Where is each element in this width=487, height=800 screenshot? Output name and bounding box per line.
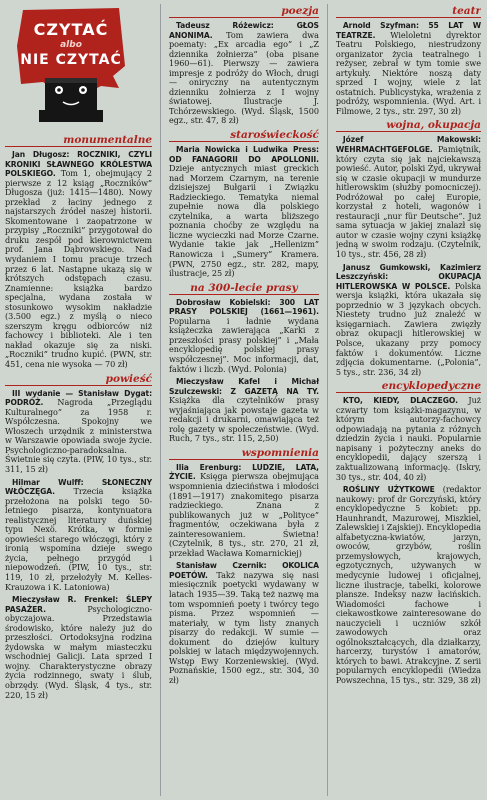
article	[169, 298, 319, 374]
article	[336, 21, 481, 116]
section-heading: wojna, okupacja	[336, 119, 481, 132]
article-title: Tadeusz Różewicz: GŁOS ANONIMA.	[169, 21, 319, 40]
section-heading: teatr	[336, 5, 481, 18]
article-title: KTO, KIEDY, DLACZEGO.	[342, 396, 458, 406]
section-heading: poezja	[169, 5, 319, 18]
article-body: Polska wersja książki, która ukazała się poprzednio w 3 językach obcych. Niestety trudno już znaleźć w księgarniach. Zawiera zwięzły obraz okupacji hitlerowskiej w Polsce, ukazany przy pomocy faktów i dokumentów. Liczne zdjęcia dokumentarne. („Polonia”, 5 tys., str. 236, 34 zł)	[335, 280, 481, 377]
article-body: Księga pierwsza obejmująca wspomnienia dzieciństwa i młodości (1891—1917) znakomitego pisarza radzieckiego. Znana z publikowanych już w „Polityce” fragmentów, oczekiwana była z zainteresowaniem. Świetna! (Czytelnik, 8 tys., str. 270, 21 zł, przekład Wacława Komarnickiej)	[169, 471, 319, 558]
article-title: Hilmar Wulff: SŁONECZNY WŁÓCZĘGA.	[5, 477, 153, 497]
article	[5, 150, 152, 370]
column-divider	[160, 4, 161, 796]
article-title: III wydanie — Stanisław Dygat: PODRÓŻ.	[5, 388, 153, 408]
article-title: Maria Nowicka i Ludwika Press: OD FANAGORII DO APOLLONII.	[169, 145, 319, 164]
article-title: ROŚLINY UŻYTKOWE	[342, 485, 435, 495]
article-body: Książka dla czytelników prasy wyjaśniająca jak powstaje gazeta w redakcji i drukarni, omawiająca też rolę gazety w społeczeństwie. (Wyd. Ruch, 7 tys., str. 115, 2,50)	[169, 395, 319, 444]
column-middle	[169, 4, 319, 796]
column-right	[336, 4, 481, 796]
article-title: Janusz Gumkowski, Kazimierz Leszczyński: OKUPACJA HITLEROWSKA W POLSCE.	[335, 262, 481, 291]
article-body: Takż nazywa się nasi miesięcznik poetycki wydawany w latach 1935—39. Taką też nazwę ma tom wspomnień poety i twórcy tego pisma. Przez wspomnień — materiały, w tym listy znanych pisarzy do redakcji. W sumie — dokument do dziejów kultury polskiej w latach międzywojennych. Wstęp Ewy Korzeniewskiej. (Wyd. Poznańskie, 1500 egz., str. 304, 30 zł)	[169, 569, 319, 685]
article-title: Dobrosław Kobielski: 300 LAT PRASY POLSKIEJ (1661—1961).	[169, 297, 319, 317]
article-title: Jan Długosz: ROCZNIKI, CZYLI KRONIKI SŁAWNEGO KRÓLESTWA POLSKIEGO.	[5, 150, 153, 179]
article	[169, 561, 319, 685]
article	[5, 389, 152, 475]
article	[169, 463, 319, 558]
article	[5, 478, 152, 593]
article-title: Mieczysław Kafel i Michał Szulczewski: Z GAZETĄ NA TY.	[169, 377, 319, 396]
article	[336, 396, 481, 482]
section-heading: powieść	[5, 373, 152, 386]
article-title: Ilia Erenburg: LUDZIE, LATA, ŻYCIE.	[169, 462, 319, 482]
article	[5, 595, 152, 700]
article-body: Popularna i ładnie wydana książeczka zawierająca „Karki z przeszłości prasy polskiej” i „Mała encyklopedię polskiej prasy współczesnej”. Moc informacji, dat, faktów i liczb. (Wyd. Polonia)	[169, 315, 319, 374]
article-body: Wieloletni dyrektor Teatru Polskiego, niestrudzony organizator życia teatralnego i reżyser, zebrał w tym tomie swe artykuły. Niektóre noszą daty sprzed I wojny, wiele z lat ostatnich. Publicystyka, wrażenia z podróży, wspomnienia. (Wyd. Art. i Filmowe, 2 tys., str. 297, 30 zł)	[335, 29, 481, 116]
article-body: Psychologiczno-obyczajowa. Przedstawia środowisko, które należy już do przeszłości. Ortodoksyjna rodzina żydowska w małym miasteczku wschodniej Galicji. Lata sprzed I wojny. Charakterystyczne obrazy życia rodzinnego, swaty i ślub, obrzędy. (Wyd. Śląsk, 4 tys., str. 220, 15 zł)	[5, 603, 153, 700]
article-body: Pamiętnik, który czyta się jak najciekawszą powieść. Autor, polski Żyd, ukrywał się w czasie okupacji w mundurze hitlerowskim (służby pomocniczej). Podróżował po całej Europie, korzystał z hoteli, wagonów i restauracji „nur für Deutsche”. Już sama sytuacja w jakiej znalazł się autor w czasie wojny czyni książkę jedną w swoim rodzaju. (Czytelnik, 10 tys., str. 456, 28 zł)	[335, 144, 481, 260]
section-heading: na 300-lecie prasy	[169, 282, 319, 295]
article	[336, 135, 481, 259]
section-heading: monumentalne	[5, 134, 152, 147]
logo	[15, 6, 127, 130]
column-divider	[327, 4, 328, 796]
article	[169, 21, 319, 126]
article-title: Mieczysław R. Frenkel: ŚLEPY PASAŻER.	[5, 595, 153, 614]
article-body: Tom 1, obejmujący 2 pierwsze z 12 ksiąg „Roczników” Długosza (już: 1415—1480). Nowy przekład z łaciny jednego z najstarszych źródeł naszej historii. Skomentowane i zaopatrzone w przypisy „Roczniki” przygotował do druku zespół pod kierownictwem prof. Jana Dąbrowskiego. Nad wydaniem I tomu pracuje trzech przez 6 lat. Nastąpne ukazą się w krótszych odstępach czasu. Znamienne: książka bardzo specjalna, wydana została w stosunkowo wysokim nakładzie (3.500 egz.) z myślą o nieco szerszym kręgu odbiorców niż fachowcy i biblioteki. Ale i ten nakład okazuje się za niski. „Roczniki” trudno kupić. (PWN, str. 451, cena nie wysoka — 70 zł)	[5, 168, 153, 370]
article-body: Tom zawiera dwa poematy: „Ex arcadia ego” i „Z dziennika żołnierza” (oba pisane 1960—61). Pierwszy — zawiera impresje z podróży do Włoch, drugi — oniryczny na autentycznym dzienniku żołnierza z I wojny światowej. Ilustracje J. Tchórzewskiego. (Wyd. Śląsk, 1500 egz., str. 47, 8 zł)	[169, 29, 319, 126]
article	[336, 485, 481, 685]
article	[169, 377, 319, 444]
article-body: Dzieje antycznych miast greckich nad Morzem Czarnym, na terenie dzisiejszej Bułgarii i Związku Radzieckiego. Tematyka niemal zupełnie nowa dla polskiego czytelnika, a warta bliższego poznania choćby ze względu na liczne wycieczki nad Morze Czarne. Wydanie takie jak „Hellenizm” Ranowicza i „Sumery” Kramera. (PWN, 2750 egz., str. 282, mapy, ilustracje, 25 zł)	[169, 163, 319, 279]
section-heading: wspomnienia	[169, 447, 319, 460]
logo-line-1: CZYTAĆ	[33, 20, 109, 39]
article-title: Arnold Szyfman: 55 LAT W TEATRZE.	[335, 21, 481, 40]
article	[169, 145, 319, 279]
article-body: (redaktor naukowy: prof dr Gorczyński, który encyklopedyczne 5 kobiet: pp. Haunhrandt, Mazurowej, Miszkiel, Zalewskiej i Zajskiej). Encyklopedia alfabetyczna-kwiatów, jarzyn, owoców, grzybów, roślin przemysłowych, krajowych, egzotycznych, używanych w medycynie ludowej i oficjalnej, liczne ilustracje, tabelki, kolorowe plansze. Indeksy nazw łacińskich. Wiadomości fachowe i ciekawostkowe zainteresowane do nauczycieli i uczniów szkół zawodowych oraz ogólnokształcących, dla działkarzy, harcerzy, turystów i amatorów, których to bawi. Atrakcyjne. Z serii popularnych encyklopedii (Wiedza Powszechna, 15 tys., str. 329, 38 zł)	[335, 484, 481, 685]
article-body: Już czwarty tom książki-magazynu, w którym autorzy-fachowcy odpowiadają na pytania z różnych dziedzin życia i nauki. Popularnie napisany i pożyteczny aneks do encyklopedii, dający szerszą i zaktualizowaną informację. (Iskry, 30 tys., str. 404, 40 zł)	[335, 395, 481, 482]
article-title: Józef Makowski: WEHRMACHTGEFOLGE.	[335, 135, 481, 155]
logo-line-3: NIE CZYTAĆ	[20, 52, 122, 68]
column-left	[5, 4, 152, 796]
section-heading: encyklopedyczne	[336, 380, 481, 393]
article-body: Nagroda „Przeglądu Kulturalnego” za 1958 r. Współczesna. Spokojny we Włoszech urzędnik z ministerstwa w Warszawie opowiada swoje życie. Psychologiczno-paradoksalna. Świetnie się czyta. (PIW, 10 tys., str. 311, 15 zł)	[5, 397, 153, 474]
logo-line-2: albo	[60, 40, 82, 50]
article-body: Trzecia książka przełożona na polski tego 50-letniego pisarza, kontynuatora realistycznej literatury duńskiej typu Nexö. Krótka, w formie opowieści starego włóczęgi, który z ironią wspomina dzieje swego życia, pełnego przygód i niepowodzeń. (PIW, 10 tys., str. 119, 10 zł, przełożyły M. Kelles-Krauzowa i K. Latoniowa)	[5, 486, 153, 592]
article	[336, 263, 481, 378]
article-title: Stanisław Czernik: OKOLICA POETÓW.	[169, 561, 319, 580]
section-heading: staroświeckość	[169, 129, 319, 142]
